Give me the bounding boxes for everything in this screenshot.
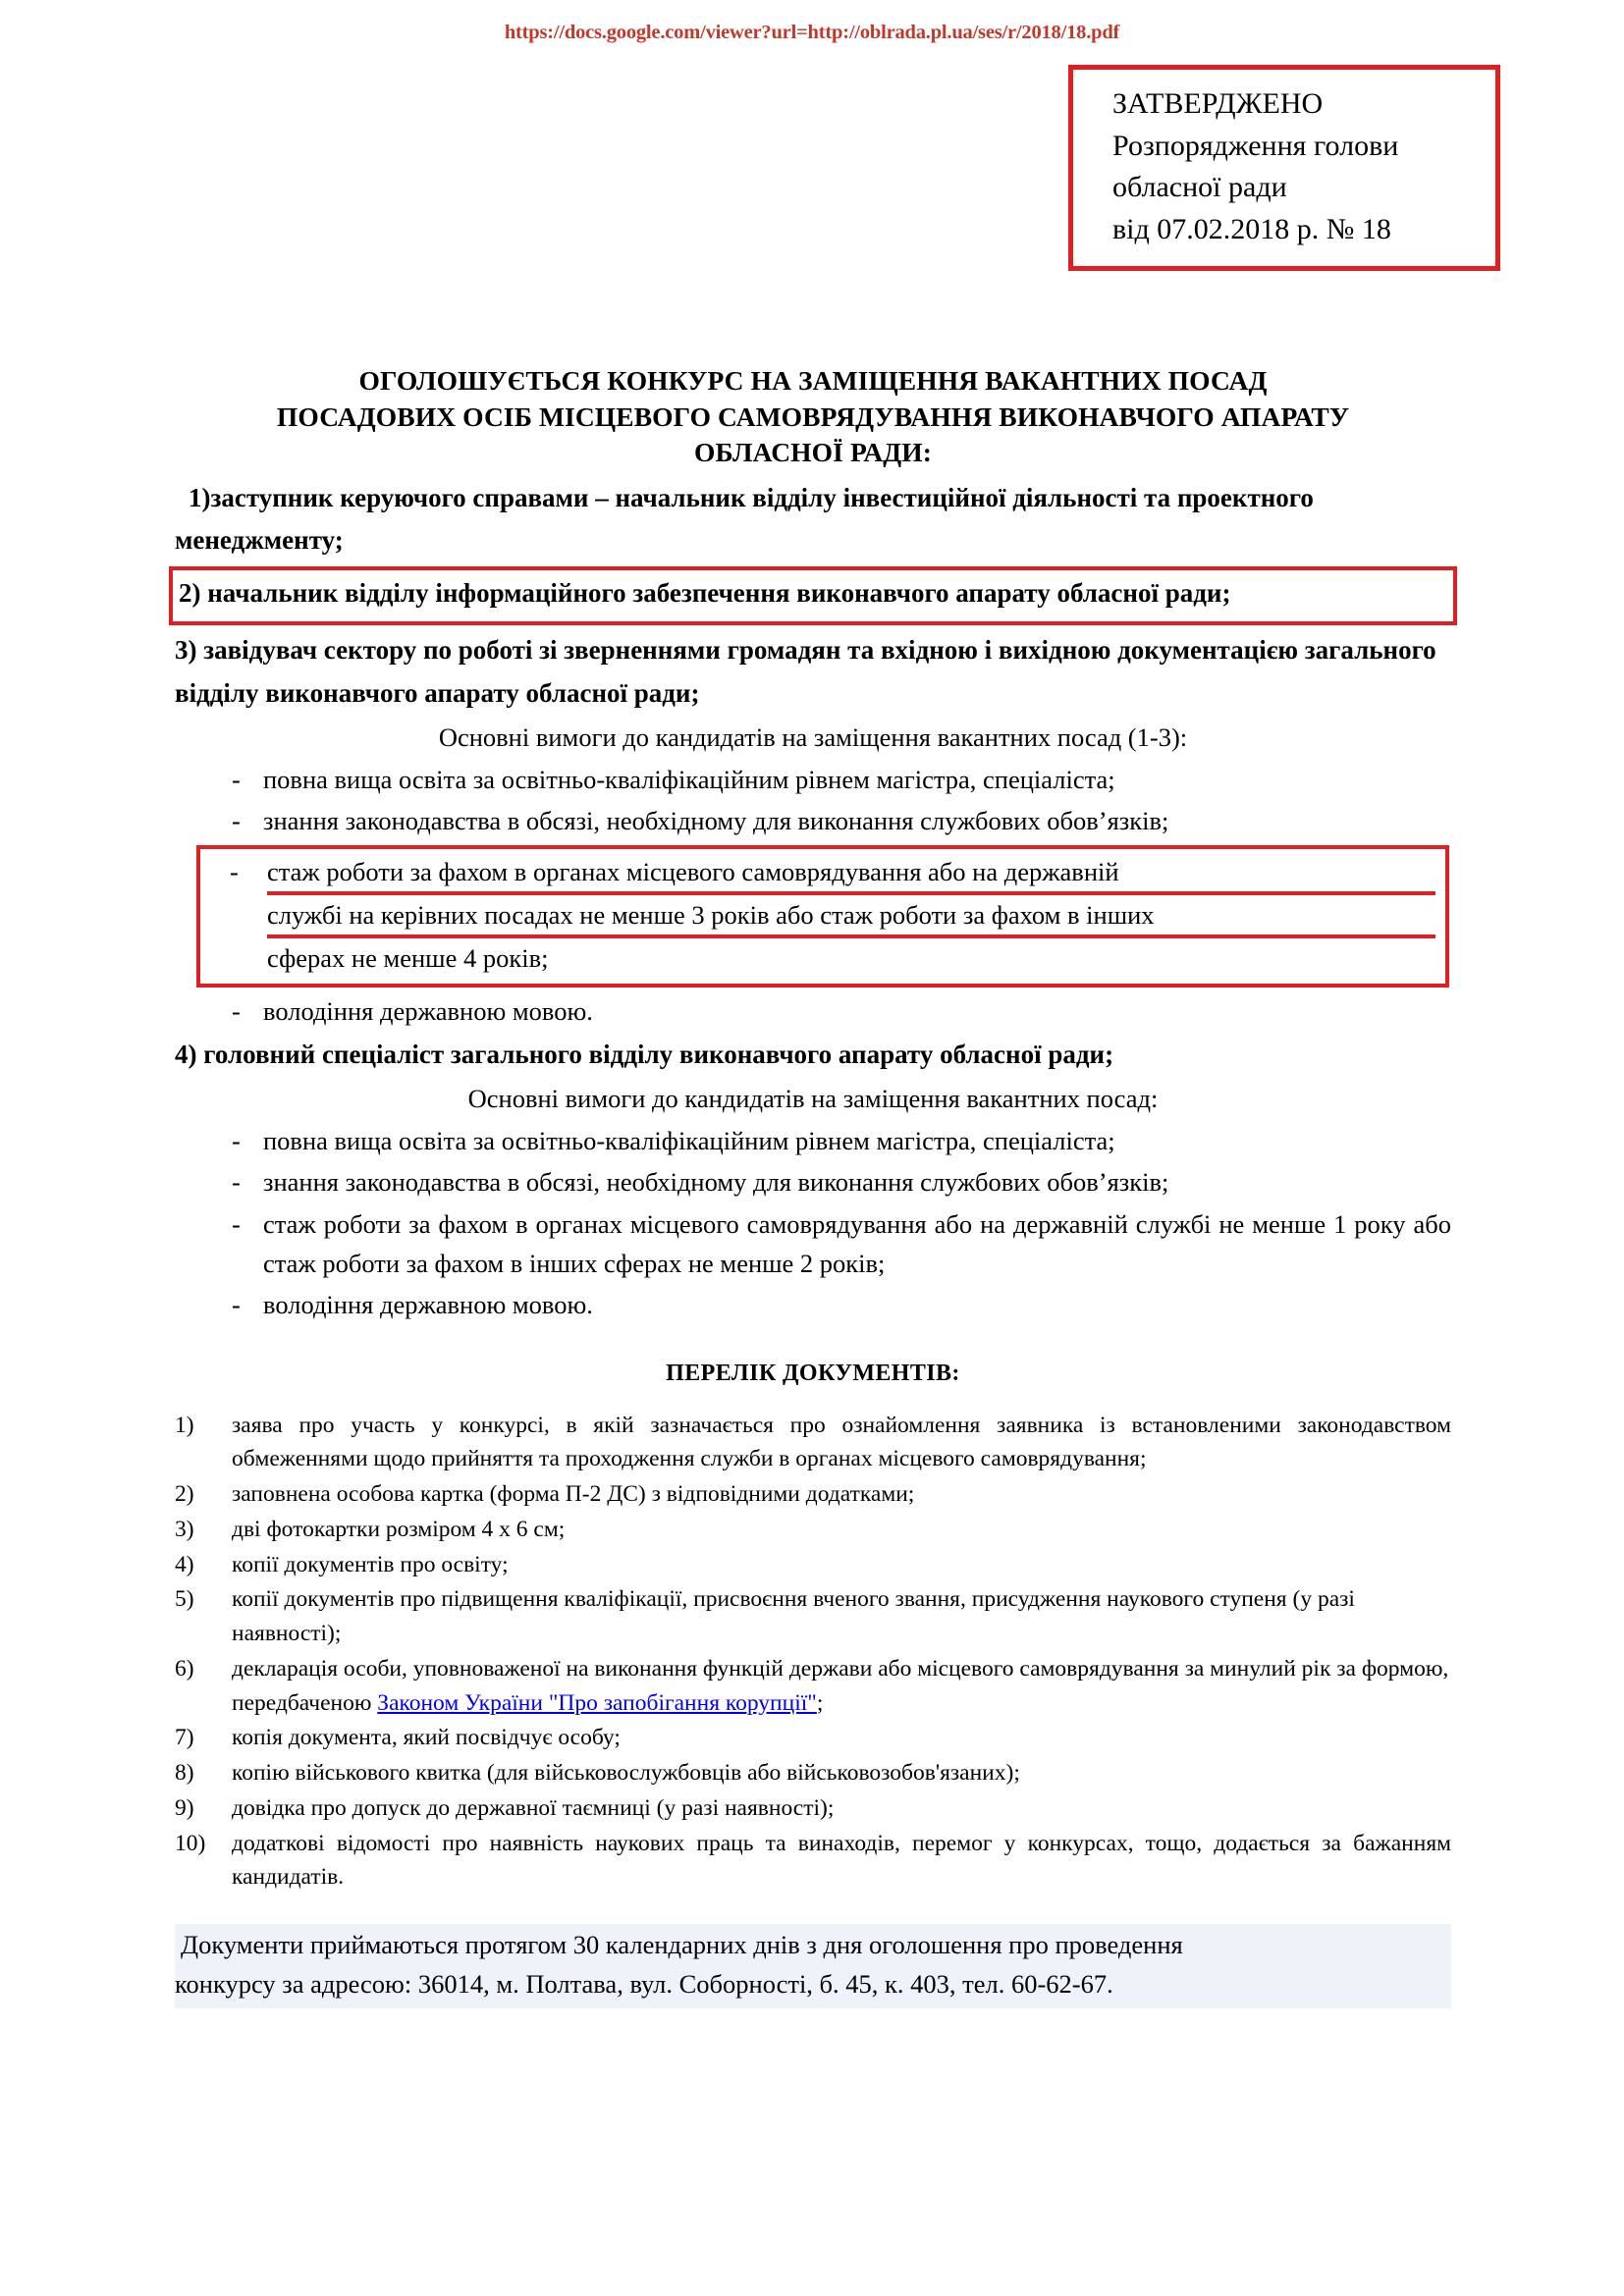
requirement-experience-list — [200, 852, 1435, 979]
requirements-1-3-list-bottom — [175, 991, 1451, 1031]
requirement-item: - знання законодавства в обсязі, необхідному для виконання службових обов’язків; — [204, 801, 1451, 840]
document-item: довідка про допуск до державної таємниці (у разі наявності); — [232, 1794, 835, 1821]
requirement-item: - володіння державною мовою. — [204, 991, 1451, 1031]
approval-line-4: від 07.02.2018 р. № 18 — [1112, 212, 1391, 245]
requirements-1-3-heading: Основні вимоги до кандидатів на заміщення вакантних посад (1-3): — [438, 722, 1188, 753]
approval-line-1: ЗАТВЕРДЖЕНО — [1112, 87, 1324, 120]
submission-note — [175, 1924, 1451, 2008]
position-item-3: 3) завідувач сектору по роботі зі зверненнями громадян та вхідною і вихідною документацією загального відділу виконавчого апарату обласної ради; — [175, 634, 1436, 708]
requirement-item: - повна вища освіта за освітньо-кваліфікаційним рівнем магістра, спеціаліста; — [204, 1121, 1451, 1160]
page-title — [175, 363, 1451, 471]
document-item: заява про участь у конкурсі, в якій зазначається про ознайомлення заявника із встановленими законодавством обмеженнями щодо прийняття та проходження служби в органах місцевого самоврядування; — [232, 1412, 1451, 1472]
submission-note-line-2: конкурсу за адресою: 36014, м. Полтава, вул. Соборності, б. 45, к. 403, тел. 60-62-67. — [175, 1968, 1113, 1999]
requirement-item: - володіння державною мовою. — [204, 1285, 1451, 1324]
document-item: копію військового квитка (для військовослужбовців або військовозобов'язаних); — [232, 1760, 1020, 1787]
approval-line-3: обласної ради — [1112, 171, 1287, 204]
document-item: заповнена особова картка (форма П-2 ДС) з відповідними додатками; — [232, 1481, 915, 1508]
source-url-text: https://docs.google.com/viewer?url=http://oblrada.pl.ua/ses/r/2018/18.pdf — [504, 22, 1120, 43]
declaration-text-before: декларація особи, уповноваженої на виконання функцій держави або місцевого самоврядування за минулий рік за формою, передбаченою — [232, 1655, 1449, 1716]
document-item: дві фотокартки розміром 4 х 6 см; — [232, 1516, 566, 1542]
requirement-item: - стаж роботи за фахом в органах місцевого самоврядування або на державній службі не менше 1 року або стаж роботи за фахом в інших сферах не менше 2 років; — [204, 1204, 1451, 1284]
document-item-declaration — [175, 1652, 1451, 1721]
documents-list — [175, 1409, 1451, 1896]
position-item-1: 1)заступник керуючого справами – начальник відділу інвестиційної діяльності та проектного менеджменту; — [175, 482, 1314, 556]
page-title-line-2: ПОСАДОВИХ ОСІБ МІСЦЕВОГО САМОВРЯДУВАННЯ ВИКОНАВЧОГО АПАРАТУ — [276, 400, 1350, 432]
law-link[interactable]: Законом України "Про запобігання корупції" — [377, 1689, 817, 1716]
document-item: копія документа, який посвідчує особу; — [232, 1725, 621, 1751]
document-body — [175, 363, 1451, 2008]
requirements-4-heading: Основні вимоги до кандидатів на заміщення вакантних посад: — [467, 1084, 1159, 1114]
document-item: копії документів про підвищення кваліфікації, присвоєння вченого звання, присудження наукового ступеня (у разі наявності); — [232, 1586, 1355, 1647]
document-item: копії документів про освіту; — [232, 1551, 509, 1577]
requirements-1-3-list-top — [175, 760, 1451, 841]
page-title-line-3: ОБЛАСНОЇ РАДИ: — [693, 437, 933, 468]
position-item-2-highlighted: 2) начальник відділу інформаційного забезпечення виконавчого апарату обласної ради; — [169, 566, 1457, 625]
requirement-experience-line-1: - стаж роботи за фахом в органах місцевого самоврядування або на державній — [267, 852, 1435, 895]
documents-list-heading: ПЕРЕЛІК ДОКУМЕНТІВ: — [666, 1360, 960, 1386]
page-title-line-1: ОГОЛОШУЄТЬСЯ КОНКУРС НА ЗАМІЩЕННЯ ВАКАНТНИХ ПОСАД — [358, 365, 1268, 396]
requirement-experience-line-3: сферах не менше 4 років; — [267, 943, 549, 974]
requirement-item-experience — [206, 852, 1435, 979]
requirement-experience-highlighted — [196, 845, 1449, 988]
approval-stamp-box — [1068, 65, 1500, 271]
declaration-text-after: ; — [816, 1689, 824, 1716]
requirements-4-list — [175, 1121, 1451, 1324]
document-item: додаткові відомості про наявність наукових праць та винаходів, перемог у конкурсах, тощо, додається за бажанням кандидатів. — [232, 1830, 1451, 1891]
approval-line-2: Розпорядження голови — [1112, 129, 1399, 162]
requirement-experience-line-2: службі на керівних посадах не менше 3 років або стаж роботи за фахом в інших — [267, 895, 1435, 938]
requirement-item: - повна вища освіта за освітньо-кваліфікаційним рівнем магістра, спеціаліста; — [204, 760, 1451, 799]
submission-note-line-1: Документи приймаються протягом 30 календарних днів з дня оголошення про проведення — [181, 1930, 1183, 1960]
position-item-4: 4) головний спеціаліст загального відділу виконавчого апарату обласної ради; — [175, 1039, 1114, 1069]
requirement-item: - знання законодавства в обсязі, необхідному для виконання службових обов’язків; — [204, 1162, 1451, 1201]
